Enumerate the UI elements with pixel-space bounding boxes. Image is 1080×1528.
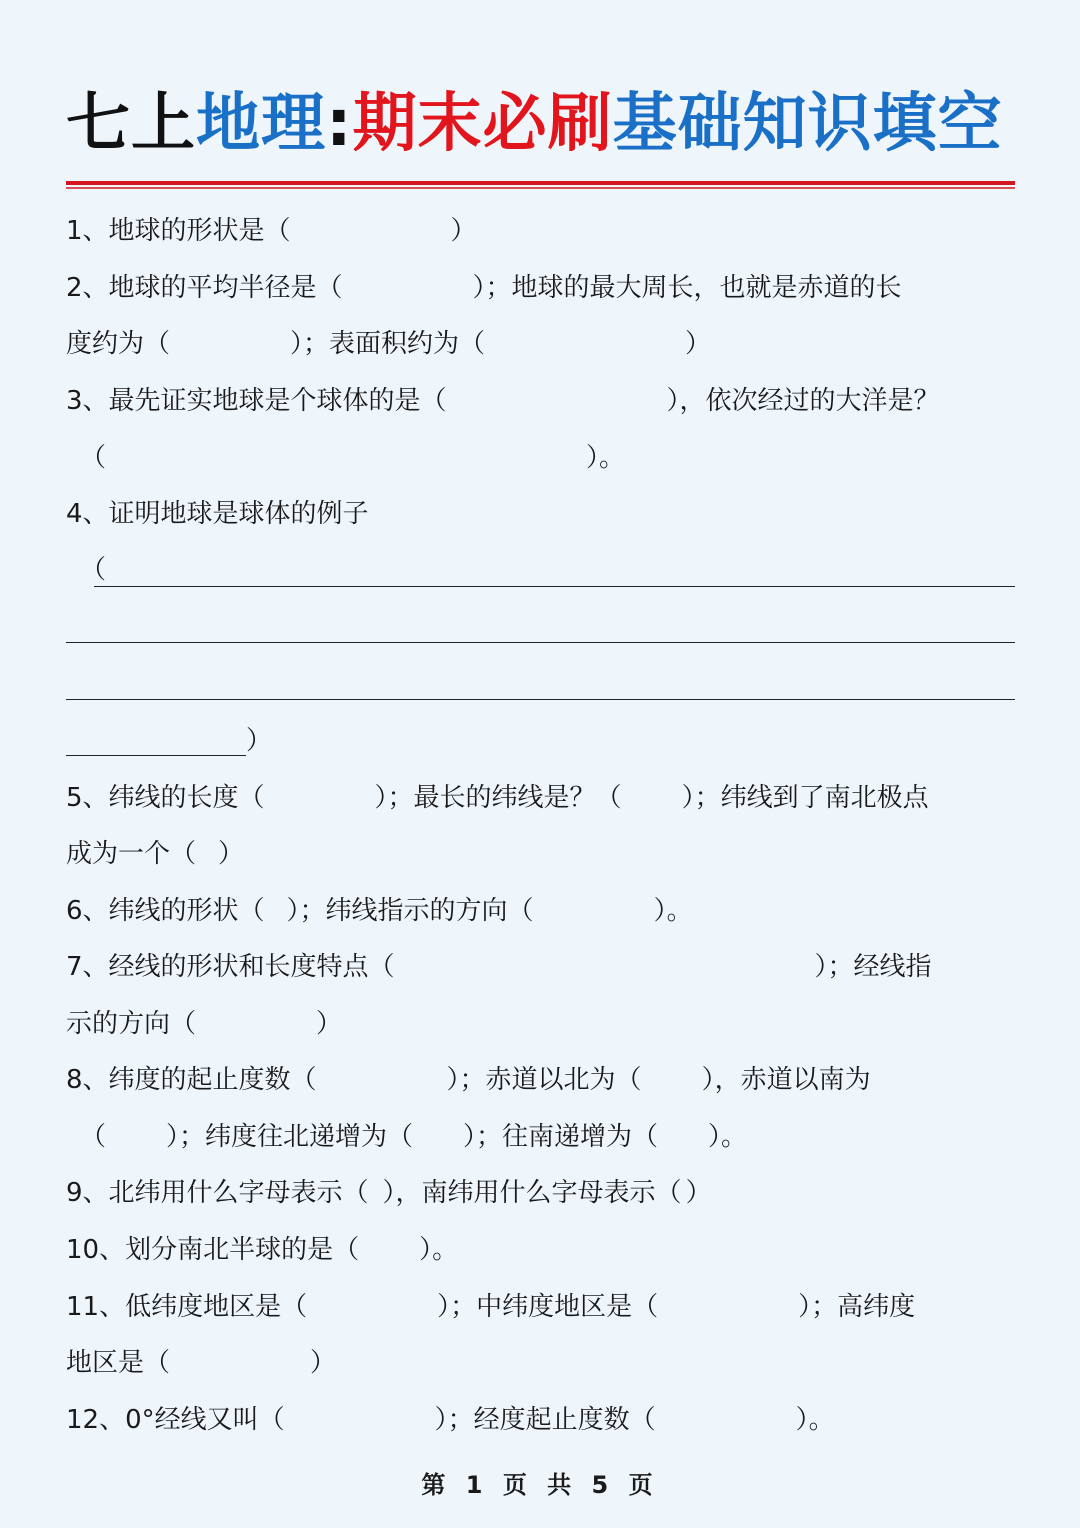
q4-open: （ xyxy=(80,555,107,585)
q1-close: ） xyxy=(450,216,477,246)
question-8-line-1 xyxy=(66,1063,1015,1097)
question-3-line-2 xyxy=(66,441,1015,475)
title-basic-fill: 基础知识填空 xyxy=(612,87,1003,161)
title-divider xyxy=(66,181,1015,185)
question-2-line-1 xyxy=(66,271,1015,305)
title-divider-thin xyxy=(66,187,1015,189)
q12-text: 12、0°经线又叫（ xyxy=(66,1405,285,1435)
page-footer: 第 1 页 共 5 页 xyxy=(421,1471,659,1499)
q3-text: 3、最先证实地球是个球体的是（ xyxy=(66,386,447,416)
question-5-line-2 xyxy=(66,837,1015,871)
question-1 xyxy=(66,214,1015,248)
q5-text-d: 成为一个（ xyxy=(66,839,197,869)
question-12 xyxy=(66,1403,1015,1437)
q8-text-b: ）；赤道以北为（ xyxy=(446,1065,642,1095)
q7-text-c: 示的方向（ xyxy=(66,1009,197,1039)
q5-text: 5、纬线的长度（ xyxy=(66,783,265,813)
q4-answer-line-3[interactable] xyxy=(66,699,1015,700)
q11-text-b: ）；中纬度地区是（ xyxy=(437,1292,659,1322)
q12-text-b: ）；经度起止度数（ xyxy=(434,1405,656,1435)
question-10 xyxy=(66,1233,1015,1267)
q2-text-b: ）；地球的最大周长，也就是赤道的长 xyxy=(472,273,902,303)
q2-text-c: 度约为（ xyxy=(66,329,171,359)
q4-answer-line-2[interactable] xyxy=(66,642,1015,643)
q3-text-b: ），依次经过的大洋是？ xyxy=(666,386,940,416)
q2-close: ） xyxy=(685,329,712,359)
question-7-line-2 xyxy=(66,1007,1015,1041)
q10-close: ）。 xyxy=(419,1235,459,1265)
q7-close: ） xyxy=(316,1009,343,1039)
q11-text-c: ）；高纬度 xyxy=(798,1292,916,1322)
question-3-line-1 xyxy=(66,384,1015,418)
q5-text-c: ）；纬线到了南北极点 xyxy=(681,783,929,813)
q6-close: ）。 xyxy=(653,896,693,926)
title-grade: 七上 xyxy=(66,87,196,161)
question-11-line-2 xyxy=(66,1346,1015,1380)
q3-close: ）。 xyxy=(586,443,626,473)
page-title xyxy=(66,84,1026,164)
q2-text: 2、地球的平均半径是（ xyxy=(66,273,343,303)
question-9 xyxy=(66,1176,1015,1210)
question-4-answer-open xyxy=(66,553,1015,587)
question-6 xyxy=(66,894,1015,928)
q8-open: （ xyxy=(80,1122,107,1152)
title-subject: 地理 xyxy=(196,87,326,161)
q11-close: ） xyxy=(310,1348,337,1378)
title-must-do: 期末必刷 xyxy=(352,87,613,161)
question-5-line-1 xyxy=(66,781,1015,815)
q4-close: ） xyxy=(246,726,273,756)
q4-answer-line-4[interactable] xyxy=(66,755,246,756)
q8-close: ）。 xyxy=(708,1122,748,1152)
q11-text: 11、低纬度地区是（ xyxy=(66,1292,308,1322)
title-colon: : xyxy=(326,87,353,161)
q9-text-b: ），南纬用什么字母表示（ xyxy=(382,1178,682,1208)
q10-text: 10、划分南北半球的是（ xyxy=(66,1235,360,1265)
q2-text-d: ）；表面积约为（ xyxy=(290,329,486,359)
q6-text-b: ）；纬线指示的方向（ xyxy=(286,896,534,926)
q7-text-b: ）；经线指 xyxy=(814,952,932,982)
q4-close-wrap xyxy=(246,724,286,758)
question-4 xyxy=(66,497,1015,531)
q8-text-c: ），赤道以南为 xyxy=(701,1065,871,1095)
question-2-line-2 xyxy=(66,327,1015,361)
q8-text: 8、纬度的起止度数（ xyxy=(66,1065,317,1095)
q5-close: ） xyxy=(218,839,245,869)
q8-text-e: ）；纬度往北递增为（ xyxy=(166,1122,414,1152)
question-8-line-2 xyxy=(66,1120,1015,1154)
q7-text: 7、经线的形状和长度特点（ xyxy=(66,952,395,982)
question-11-line-1 xyxy=(66,1290,1015,1324)
q12-close: ）。 xyxy=(795,1405,835,1435)
q11-text-d: 地区是（ xyxy=(66,1348,171,1378)
q9-text: 9、北纬用什么字母表示（ xyxy=(66,1178,369,1208)
q4-answer-line-1[interactable] xyxy=(94,586,1015,587)
q9-close: ） xyxy=(685,1178,712,1208)
q6-text: 6、纬线的形状（ xyxy=(66,896,265,926)
q5-text-b: ）；最长的纬线是？（ xyxy=(374,783,622,813)
q8-text-f: ）；往南递增为（ xyxy=(463,1122,659,1152)
question-7-line-1 xyxy=(66,950,1015,984)
q4-text: 4、证明地球是球体的例子 xyxy=(66,499,369,529)
q1-text: 1、地球的形状是（ xyxy=(66,216,291,246)
q3-open: （ xyxy=(80,443,107,473)
